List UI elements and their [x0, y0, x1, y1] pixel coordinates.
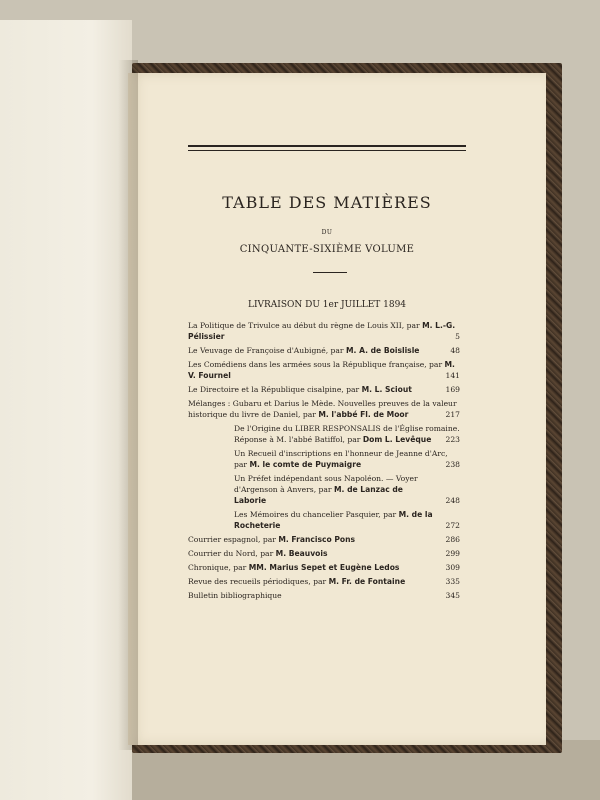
toc-entry-author: M. Francisco Pons	[278, 535, 356, 544]
toc-entry-page: 169	[445, 385, 460, 394]
toc-entry	[188, 423, 460, 445]
toc-entry	[188, 509, 460, 531]
toc-entry	[188, 345, 460, 356]
toc-entry-page: 223	[445, 435, 460, 444]
toc-entry-page: 217	[445, 410, 460, 419]
toc-entry	[188, 359, 460, 381]
toc-entry-title: Revue des recueils périodiques, par	[188, 577, 327, 586]
issue-heading: LIVRAISON DU 1er JUILLET 1894	[247, 300, 407, 310]
toc-entry-title: Mélanges : Gubaru et Darius le Mède. Nouvelles preuves de la valeur historique du livre de Daniel, par	[188, 399, 457, 419]
toc-entry-page: 345	[445, 591, 460, 600]
toc-entry-text	[188, 577, 405, 586]
toc-entry	[188, 576, 460, 587]
toc-entry-text	[188, 321, 455, 341]
toc-entry-title: Le Directoire et la République cisalpine, par	[188, 385, 360, 394]
toc-entry-title: Chronique, par	[188, 563, 247, 572]
toc-entry-author: M. de la Rocheterie	[234, 510, 433, 530]
toc-entry	[188, 448, 460, 470]
toc-entry-title: Un Recueil d'inscriptions en l'honneur de Jeanne d'Arc, par	[234, 449, 448, 469]
toc-entry-text	[188, 346, 419, 355]
left-page	[0, 20, 132, 800]
toc-entry-author: M. de Lanzac de Laborie	[234, 485, 403, 505]
top-rule-thin	[188, 150, 466, 151]
toc-entry	[188, 548, 460, 559]
toc-entry-page: 299	[445, 549, 460, 558]
toc-entry-text	[188, 385, 412, 394]
toc-entry-author: M. Beauvois	[275, 549, 328, 558]
toc-entry-author: MM. Marius Sepet et Eugène Ledos	[248, 563, 400, 572]
toc-entry-text	[234, 449, 448, 469]
toc-entry	[188, 320, 460, 342]
toc-entry-page: 286	[445, 535, 460, 544]
toc-entry-author: M. le comte de Puymaigre	[249, 460, 362, 469]
toc-entry-title: Un Préfet indépendant sous Napoléon. — Voyer d'Argenson à Anvers, par	[234, 474, 418, 494]
toc-entry-text	[188, 360, 455, 380]
toc-entry-page: 248	[445, 496, 460, 505]
toc-entry	[188, 473, 460, 506]
toc-entry-author: Dom L. Levêque	[362, 435, 432, 444]
toc-entry-author: M. L. Sciout	[361, 385, 412, 394]
toc-entry-text	[188, 535, 355, 544]
toc-entry-page: 335	[445, 577, 460, 586]
toc-entry-text	[188, 399, 457, 419]
toc-list	[188, 320, 460, 604]
toc-entry-page: 238	[445, 460, 460, 469]
title-du: DU	[321, 229, 333, 236]
toc-entry	[188, 534, 460, 545]
divider	[313, 272, 347, 273]
toc-entry-author: M. Fr. de Fontaine	[328, 577, 406, 586]
toc-entry-title: Bulletin bibliographique	[188, 591, 282, 600]
toc-entry-text	[234, 474, 418, 505]
toc-entry-title: Le Veuvage de Françoise d'Aubigné, par	[188, 346, 344, 355]
toc-entry-author: M. A. de Boislisle	[345, 346, 420, 355]
toc-entry-text	[188, 563, 399, 572]
toc-entry-page: 272	[445, 521, 460, 530]
toc-entry	[188, 562, 460, 573]
toc-entry-page: 309	[445, 563, 460, 572]
toc-entry-text	[188, 549, 327, 558]
toc-entry	[188, 398, 460, 420]
toc-entry-text	[234, 510, 433, 530]
toc-entry-author: M. V. Fournel	[188, 360, 455, 380]
page-title: TABLE DES MATIÈRES	[222, 193, 432, 212]
toc-entry-page: 5	[455, 332, 460, 341]
toc-entry-author: M. l'abbé Fl. de Moor	[318, 410, 409, 419]
toc-entry	[188, 384, 460, 395]
toc-entry-text	[234, 424, 460, 444]
top-rule	[188, 145, 466, 147]
toc-entry-title: Courrier espagnol, par	[188, 535, 276, 544]
toc-entry-title: Courrier du Nord, par	[188, 549, 274, 558]
toc-entry-title: Les Comédiens dans les armées sous la République française, par	[188, 360, 443, 369]
toc-entry-title: La Politique de Trivulce au début du règne de Louis XII, par	[188, 321, 420, 330]
toc-entry	[188, 590, 460, 601]
volume-subtitle: CINQUANTE-SIXIÈME VOLUME	[239, 244, 415, 255]
spine-shadow	[118, 60, 138, 750]
toc-entry-author: M. L.-G. Pélissier	[188, 321, 456, 341]
toc-entry-text	[188, 591, 282, 600]
toc-entry-page: 141	[445, 371, 460, 380]
toc-entry-page: 48	[450, 346, 460, 355]
toc-entry-title: Les Mémoires du chancelier Pasquier, par	[234, 510, 397, 519]
toc-entry-title: De l'Origine du LIBER RESPONSALIS de l'Église romaine. Réponse à M. l'abbé Batiffol, par	[234, 424, 460, 444]
